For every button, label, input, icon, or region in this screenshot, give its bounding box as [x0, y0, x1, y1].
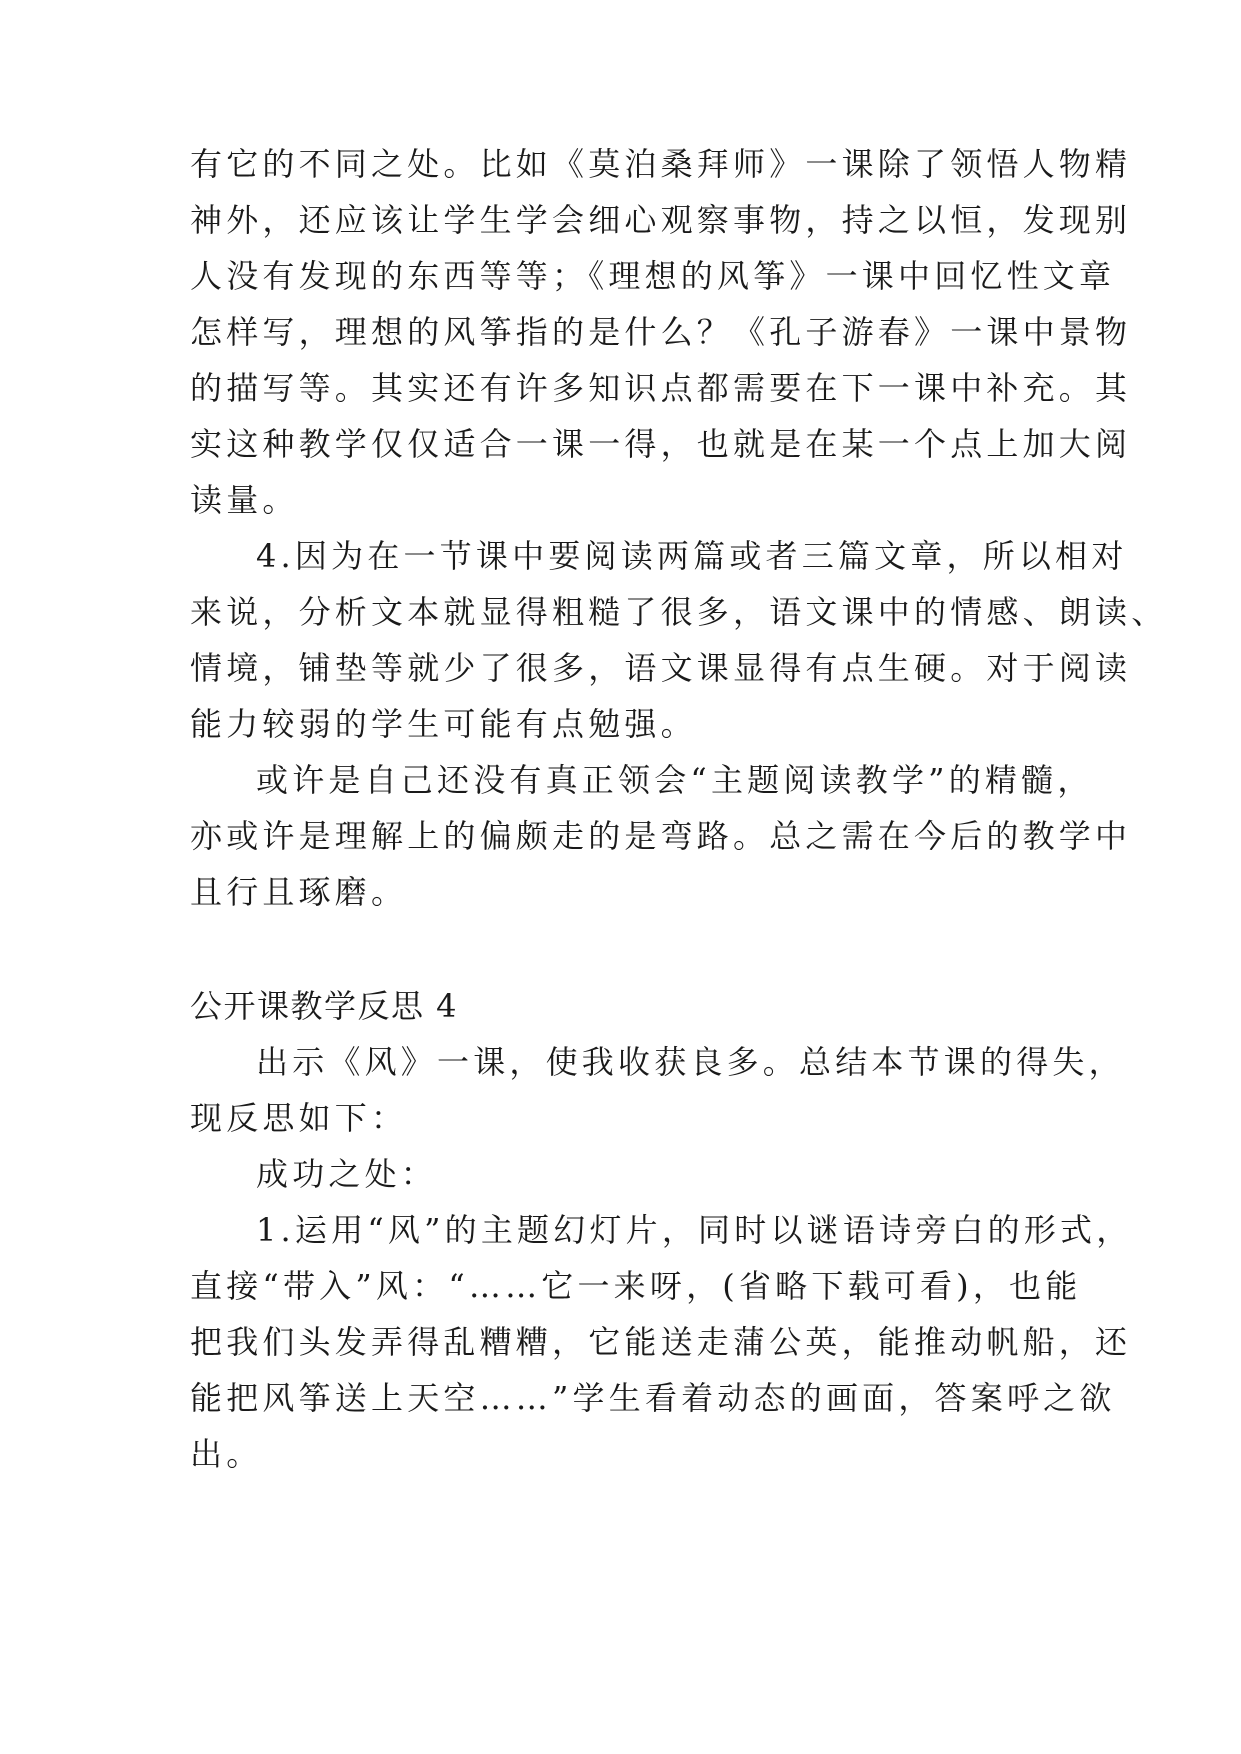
paragraph-line: 人没有发现的东西等等；《理想的风筝》一课中回忆性文章	[190, 257, 1116, 295]
paragraph-line: 出示《风》一课，使我收获良多。总结本节课的得失，	[256, 1043, 1125, 1081]
paragraph-line: 有它的不同之处。比如《莫泊桑拜师》一课除了领悟人物精	[190, 145, 1132, 183]
paragraph-line: 怎样写，理想的风筝指的是什么？《孔子游春》一课中景物	[190, 313, 1132, 351]
paragraph-line: 能力较弱的学生可能有点勉强。	[190, 705, 697, 743]
paragraph-line: 现反思如下：	[190, 1099, 408, 1137]
paragraph-line: 来说，分析文本就显得粗糙了很多，语文课中的情感、朗读、	[190, 593, 1168, 631]
paragraph-line: 把我们头发弄得乱糟糟，它能送走蒲公英，能推动帆船，还	[190, 1323, 1132, 1361]
paragraph-line: 神外，还应该让学生学会细心观察事物，持之以恒，发现别	[190, 201, 1132, 239]
paragraph-line: 情境，铺垫等就少了很多，语文课显得有点生硬。对于阅读	[190, 649, 1132, 687]
paragraph-line: 且行且琢磨。	[190, 873, 408, 911]
paragraph-line: 能把风筝送上天空……”学生看着动态的画面，答案呼之欲	[190, 1379, 1116, 1417]
paragraph-line: 直接“带入”风：“……它一来呀，(省略下载可看)，也能	[190, 1267, 1082, 1305]
paragraph-line: 读量。	[190, 481, 299, 519]
paragraph-line: 4.因为在一节课中要阅读两篇或者三篇文章，所以相对	[256, 537, 1128, 575]
section-heading: 公开课教学反思 4	[190, 987, 459, 1025]
paragraph-line: 亦或许是理解上的偏颇走的是弯路。总之需在今后的教学中	[190, 817, 1132, 855]
paragraph-line: 实这种教学仅仅适合一课一得，也就是在某一个点上加大阅	[190, 425, 1132, 463]
paragraph-line: 成功之处：	[256, 1155, 438, 1193]
paragraph-line: 的描写等。其实还有许多知识点都需要在下一课中补充。其	[190, 369, 1132, 407]
paragraph-line: 出。	[190, 1435, 263, 1473]
paragraph-line: 1.运用“风”的主题幻灯片，同时以谜语诗旁白的形式，	[256, 1211, 1133, 1249]
paragraph-line: 或许是自己还没有真正领会“主题阅读教学”的精髓，	[256, 761, 1094, 799]
